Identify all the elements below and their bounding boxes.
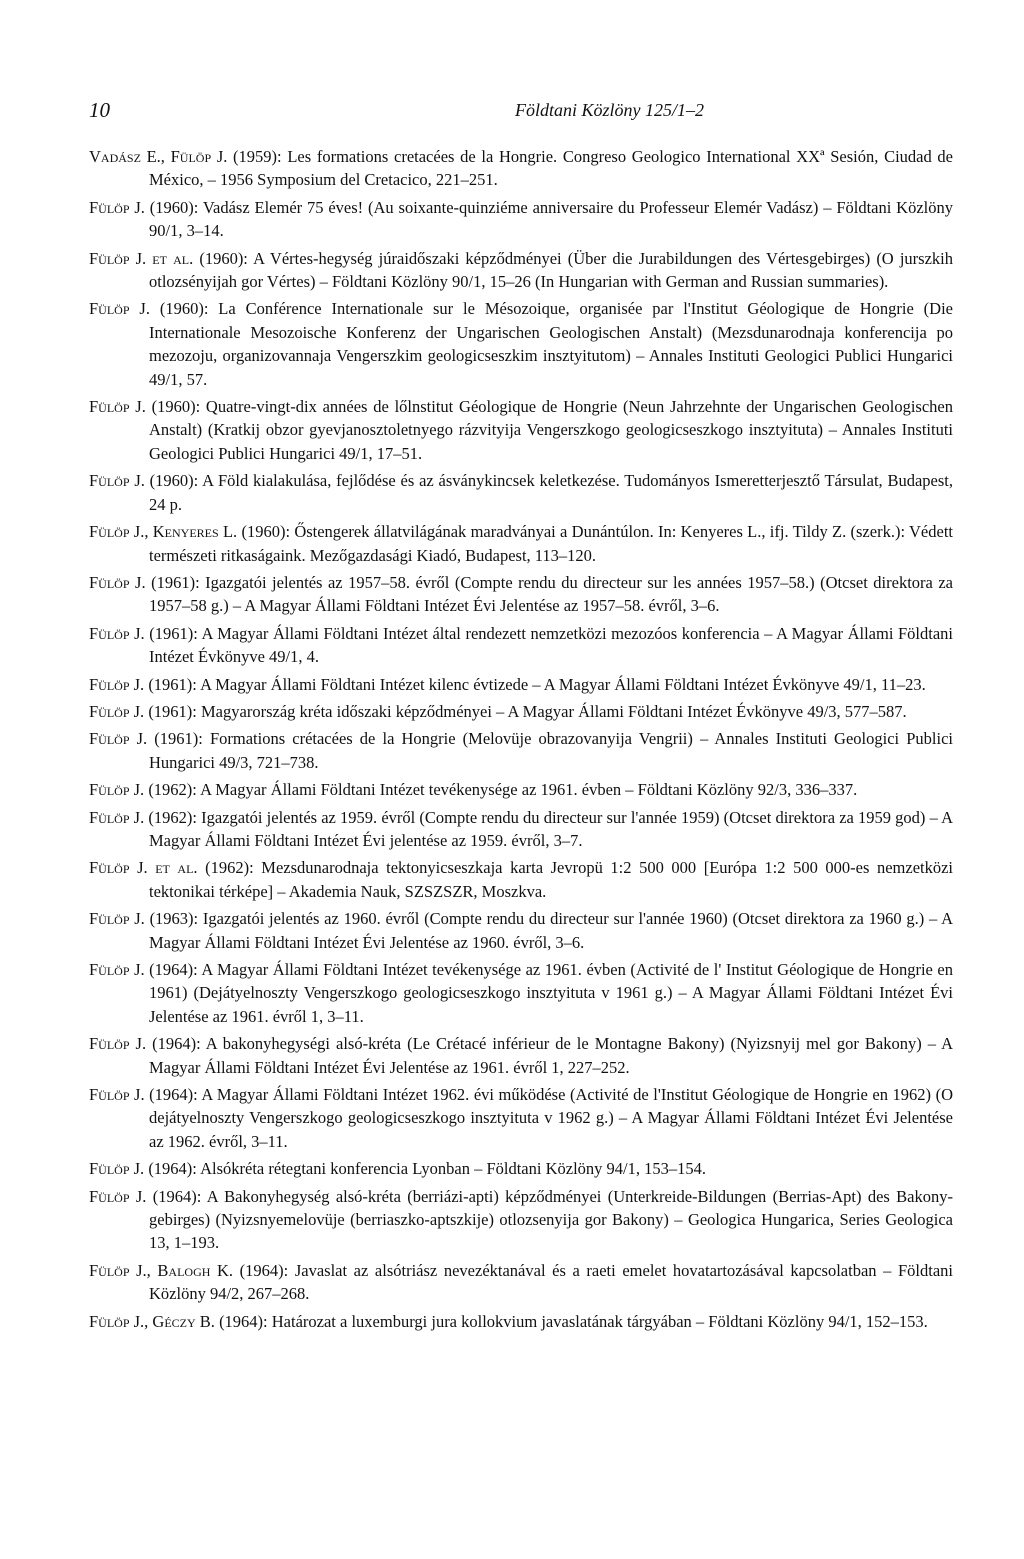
reference-text: (1962): A Magyar Állami Földtani Intézet tevékenysége az 1961. évben – Földtani Közlöny 92/3, 336–337. xyxy=(144,780,858,800)
reference-text: (1960): Vadász Elemér 75 éves! (Au soixante-quinziéme anniversaire du Professeur Elemér Vadász) – Földtani Közlöny 90/1, 3–14. xyxy=(144,197,954,241)
reference-entry xyxy=(89,395,953,465)
reference-entry xyxy=(89,520,953,567)
reference-text: (1962): Igazgatói jelentés az 1959. évről (Compte rendu du directeur sur l'année 1959) (Otcset direktora za 1959 god) – A Magyar Állami Földtani Intézet Évi jelentése az 1959. évről, 3–7. xyxy=(144,807,953,850)
reference-entry xyxy=(89,727,953,774)
reference-entry xyxy=(89,1083,953,1153)
reference-entry xyxy=(89,856,953,903)
reference-text: (1960): Ősteng​erek állatvilágának maradványai a Dunántúlon. In: Kenyeres L., ifj. Tildy Z. (szerk.): Védett természeti ritkaságaink. Mezőgazdasági Kiadó, Budapest, 113–120. xyxy=(149,522,954,565)
reference-entry xyxy=(89,1032,953,1079)
reference-author: Fülöp J. xyxy=(89,1085,145,1105)
reference-entry xyxy=(89,806,953,853)
reference-text: (1960): Quatre-vingt-dix années de lőlnstitut Géologique de Hongrie (Neun Jahrzehnte der Ungarischen Geologischen Anstalt) (Kratkij obzor gyevjanosztoletnyego rázvityija Vengerszkogo geologicseszkogo insztyituta) – Annales Instituti Geologici Publici Hungarici 49/1, 17–51. xyxy=(145,397,953,463)
reference-entry xyxy=(89,907,953,954)
reference-author: Fülöp J. et al. xyxy=(89,248,194,268)
reference-author: Fülöp J., Balogh K. xyxy=(89,1260,234,1280)
reference-entry xyxy=(89,1157,953,1180)
reference-author: Fülöp J. xyxy=(89,909,145,929)
reference-author: Fülöp J. xyxy=(89,674,145,694)
reference-author: Fülöp J. xyxy=(89,1186,147,1206)
reference-author: Fülöp J. xyxy=(89,780,145,800)
reference-text: (1960): La Conférence Internationale sur le Mésozoique, organisée par l'Institut Géologique de Hongrie (Die Internationale Mesozoische Konferenz der Ungarischen Geologischen Anstalt) (Mezsdunarodnaja konferencija po mezozoju, organizovannaja Vengerszkim geologicseszkim insztyitutom) – Annales Instituti Geologici Publici Hungarici 49/1, 57. xyxy=(149,299,953,389)
reference-author: Fülöp J. xyxy=(89,807,145,827)
reference-author: Fülöp J. xyxy=(89,572,146,592)
reference-text: (1964): A Bakonyhegység alsó-kréta (berriázi-apti) képződményei (Unterkreide-Bildungen (Berrias-Apt) des Bakony-gebirges) (Nyizsnyemelovüje (berriaszko-aptszkije) otlozsenyija gor Bakony) – Geologica Hungarica, Series Geologica 13, 1–193. xyxy=(146,1186,953,1253)
reference-text: (1961): Formations crétacées de la Hongrie (Melovüje obrazovanyija Vengrii) – Annales Instituti Geologici Publici Hungarici 49/3, 721–738. xyxy=(147,729,953,772)
reference-author: Fülöp J., Kenyeres L. xyxy=(89,522,238,542)
reference-author: Fülöp J. xyxy=(89,397,146,417)
reference-entry xyxy=(89,778,953,801)
reference-author: Fülöp J. xyxy=(89,623,145,643)
page-header xyxy=(89,95,949,125)
page-number: 10 xyxy=(89,98,110,122)
reference-text: (1960): A Föld kialakulása, fejlődése és az ásványkincsek keletkezése. Tudományos Ismeretterjesztő Társulat, Budapest, 24 p. xyxy=(144,471,953,514)
reference-text: (1963): Igazgatói jelentés az 1960. évről (Compte rendu du directeur sur l'année 1960) (Otcset direktora za 1960 g.) – A Magyar Állami Földtani Intézet Évi Jelentése az 1960. évről, 3–6. xyxy=(144,909,953,952)
reference-entry xyxy=(89,673,953,696)
reference-author: Fülöp J. xyxy=(89,1034,147,1054)
reference-text: (1964): A Magyar Állami Földtani Intézet 1962. évi működése (Activité de l'Institut Géologique de Hongrie en 1962) (O dejátyelnoszty Vengerszkogo geologicseszkogo insztyituta v 1962 g.) – A Magyar Állami Földtani Intézet Évi Jelentése az 1962. évről, 3–11. xyxy=(144,1085,953,1151)
reference-author: Fülöp J. xyxy=(89,299,150,319)
reference-text: (1964): A Magyar Állami Földtani Intézet tevékenysége az 1961. évben (Activité de l' Institut Géologique de Hongrie en 1961) (Dejátyelnoszty Vengerszkogo geologicseszkogo insztyituta v 1961 g.) – A Magyar Állami Földtani Intézet Évi Jelentése az 1961. évről 1, 3–11. xyxy=(144,960,954,1026)
reference-entry xyxy=(89,1310,953,1333)
reference-author: Fülöp J. xyxy=(89,701,145,721)
reference-text: (1961): Igazgatói jelentés az 1957–58. évről (Compte rendu du directeur sur les années 1957–58.) (Otcset direktora za 1957–58 g.) – A Magyar Állami Földtani Intézet Évi Jelentése az 1957–58. évről, 3–6. xyxy=(145,572,953,616)
reference-entry xyxy=(89,469,953,516)
reference-author: Fülöp J. xyxy=(89,197,145,217)
reference-author: Fülöp J. xyxy=(89,471,145,491)
reference-text: (1964): Javaslat az alsótriász nevezéktanával és a raeti emelet hovatartozásával kapcsolatban – Földtani Közlöny 94/2, 267–268. xyxy=(149,1260,953,1304)
reference-entry xyxy=(89,196,953,243)
reference-entry xyxy=(89,1259,953,1306)
reference-text: (1961): A Magyar Állami Földtani Intézet kilenc évtizede – A Magyar Állami Földtani Intézet Évkönyve 49/1, 11–23. xyxy=(144,674,926,694)
reference-list xyxy=(89,145,953,1337)
reference-text: (1962): Mezsdunarodnaja tektonyicseszkaja karta Jevropü 1:2 500 000 [Európa 1:2 500 000-es nemzetközi tektonikai térképe] – Akademia Nauk, SZSZSZR, Moszkva. xyxy=(149,858,954,901)
reference-entry xyxy=(89,1185,953,1255)
reference-author: Fülöp J. xyxy=(89,1159,145,1179)
reference-text: (1964): Alsókréta rétegtani konferencia Lyonban – Földtani Közlöny 94/1, 153–154. xyxy=(144,1159,706,1179)
reference-entry xyxy=(89,571,953,618)
reference-entry xyxy=(89,700,953,723)
reference-entry xyxy=(89,297,953,391)
reference-entry xyxy=(89,247,953,294)
reference-entry xyxy=(89,958,953,1028)
reference-text: (1959): Les formations cretacées de la Hongrie. Congreso Geologico International XXª Sesión, Ciudad de México, – 1956 Symposium del Cretacico, 221–251. xyxy=(149,147,953,190)
reference-text: (1964): Határozat a luxemburgi jura kollokvium javaslatának tárgyában – Földtani Közlöny 94/1, 152–153. xyxy=(214,1311,928,1331)
running-head: Földtani Közlöny 125/1–2 xyxy=(515,100,704,120)
reference-author: Fülöp J. xyxy=(89,960,145,979)
reference-text: (1960): A Vértes-hegység júraidőszaki képződményei (Über die Jurabildungen des Vértesgebirges) (O jurszkih otlozsényijah gor Vértes) – Földtani Közlöny 90/1, 15–26 (In Hungarian with German and Russian summaries). xyxy=(149,248,954,292)
reference-author: Fülöp J., Géczy B. xyxy=(89,1311,215,1331)
reference-author: Fülöp J. et al. xyxy=(89,858,198,878)
reference-author: Fülöp J. xyxy=(89,729,148,749)
reference-author: Vadász E., Fülöp J. xyxy=(89,147,228,166)
reference-text: (1964): A bakonyhegységi alsó-kréta (Le Crétacé inférieur de le Montagne Bakony) (Nyizsnyij mel gor Bakony) – A Magyar Állami Földtani Intézet Évi Jelentése az 1961. évről 1, 227–252. xyxy=(146,1034,953,1077)
reference-text: (1961): A Magyar Állami Földtani Intézet által rendezett nemzetközi mezozóos konferencia – A Magyar Állami Földtani Intézet Évkönyve 49/1, 4. xyxy=(144,623,953,667)
reference-entry xyxy=(89,145,953,192)
reference-entry xyxy=(89,622,953,669)
reference-text: (1961): Magyarország kréta időszaki képződményei – A Magyar Állami Földtani Intézet Évkönyve 49/3, 577–587. xyxy=(144,701,907,721)
